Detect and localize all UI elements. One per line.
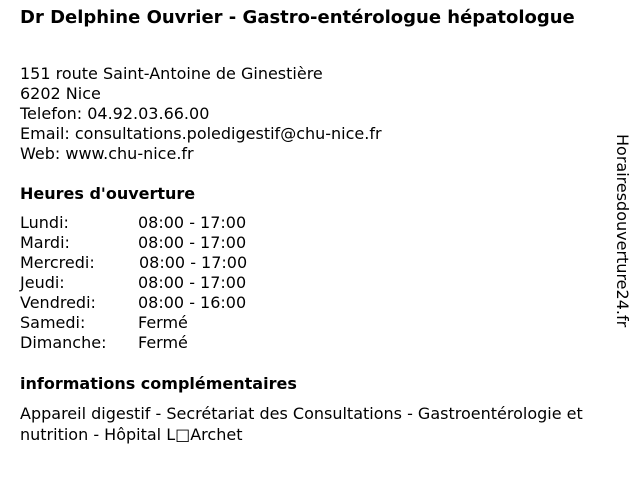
web-line: Web: www.chu-nice.fr	[20, 144, 194, 163]
hours-day: Jeudi:	[20, 273, 65, 292]
hours-day: Samedi:	[20, 313, 86, 332]
hours-time: Fermé	[138, 333, 188, 352]
hours-heading: Heures d'ouverture	[20, 184, 196, 203]
hours-day: Dimanche:	[20, 333, 107, 352]
hours-day: Mercredi:	[20, 253, 95, 272]
page-title: Dr Delphine Ouvrier - Gastro-entérologue hépatologue	[20, 7, 575, 28]
hours-time: 08:00 - 17:00	[138, 233, 247, 252]
hours-time: 08:00 - 16:00	[138, 293, 247, 312]
info-heading: informations complémentaires	[20, 374, 297, 393]
address-street: 151 route Saint-Antoine de Ginestière	[20, 64, 323, 83]
hours-day: Mardi:	[20, 233, 70, 252]
info-text: Appareil digestif - Secrétariat des Consultations - Gastroentérologie et nutrition - Hôpital L□Archet	[20, 404, 583, 444]
hours-time: 08:00 - 17:00	[138, 213, 247, 232]
contact-block	[20, 64, 382, 164]
hours-day: Vendredi:	[20, 293, 96, 312]
hours-time: 08:00 - 17:00	[138, 273, 247, 292]
hours-time: 08:00 - 17:00	[139, 253, 248, 272]
site-watermark: Horairesdouverture24.fr	[613, 134, 632, 328]
hours-time: Fermé	[138, 313, 188, 332]
address-city: 6202 Nice	[20, 84, 101, 103]
phone-line: Telefon: 04.92.03.66.00	[20, 104, 210, 123]
hours-day: Lundi:	[20, 213, 69, 232]
email-line: Email: consultations.poledigestif@chu-nice.fr	[20, 124, 382, 143]
